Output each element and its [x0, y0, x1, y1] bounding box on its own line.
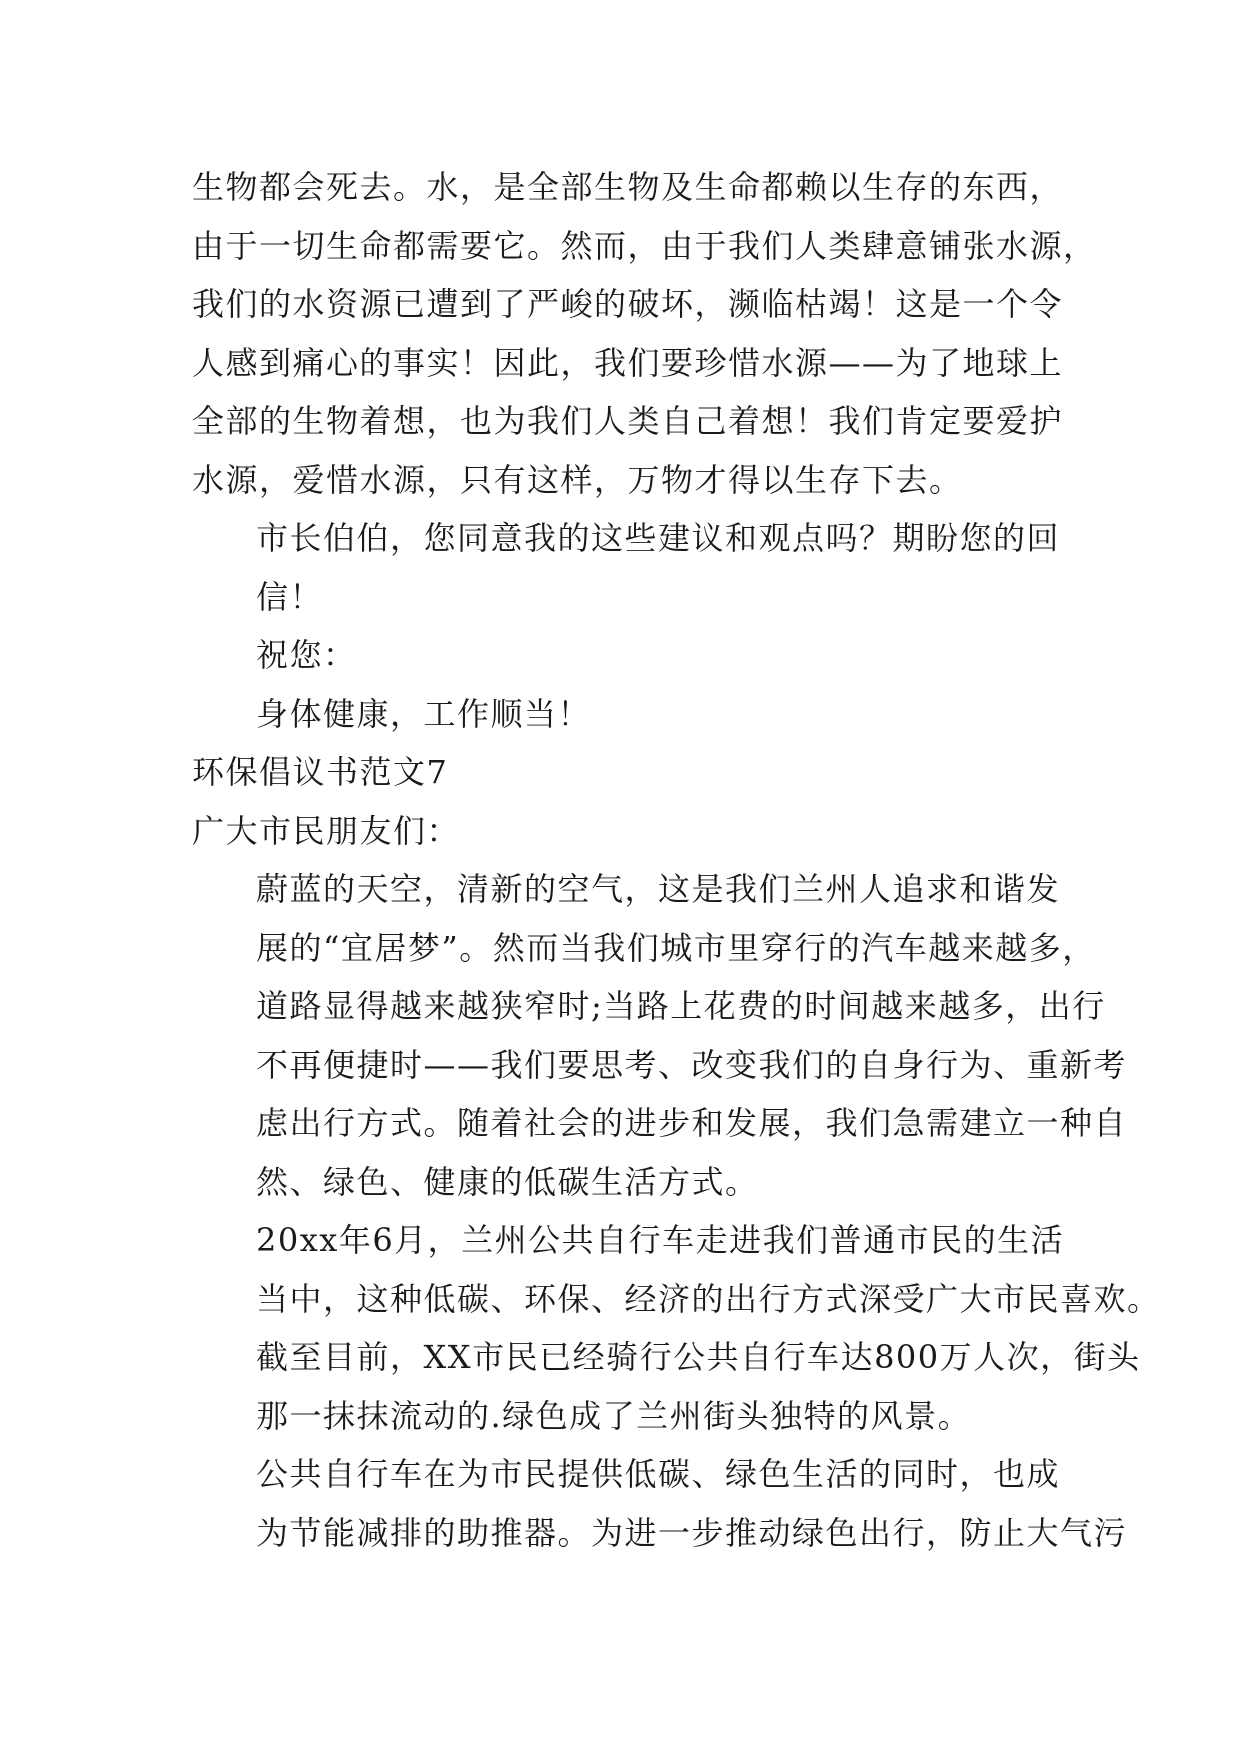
text-line: 然、绿色、健康的低碳生活方式。 — [256, 1162, 759, 1201]
paragraph — [192, 509, 1070, 626]
text-line: 祝您： — [256, 636, 357, 674]
text-line: 20xx年6月，兰州公共自行车走进我们普通市民的生活 — [256, 1221, 1065, 1259]
text-line: 为节能减排的助推器。为进一步推动绿色出行，防止大气污 — [256, 1513, 1128, 1552]
text-line: 市长伯伯，您同意我的这些建议和观点吗？期盼您的回 — [256, 519, 1061, 557]
text-line: 我们的水资源已遭到了严峻的破坏，濒临枯竭！这是一个令 — [192, 285, 1064, 323]
text-line: 虑出行方式。随着社会的进步和发展，我们急需建立一种自 — [256, 1104, 1128, 1142]
text-line: 那一抹抹流动的.绿色成了兰州街头独特的风景。 — [256, 1396, 972, 1435]
text-line: 身体健康，工作顺当！ — [256, 694, 592, 733]
text-line: 不再便捷时——我们要思考、改变我们的自身行为、重新考 — [256, 1045, 1128, 1084]
paragraph — [192, 743, 1070, 802]
text-line: 广大市民朋友们： — [192, 811, 461, 850]
paragraph — [192, 860, 1128, 1211]
paragraph — [192, 1445, 1128, 1562]
text-line: 蔚蓝的天空，清新的空气，这是我们兰州人追求和谐发 — [256, 870, 1061, 908]
paragraph — [192, 1211, 1161, 1445]
text-line: 当中，这种低碳、环保、经济的出行方式深受广大市民喜欢。 — [256, 1279, 1161, 1318]
text-line: 生物都会死去。水，是全部生物及生命都赖以生存的东西， — [192, 168, 1064, 206]
text-line: 道路显得越来越狭窄时;当路上花费的时间越来越多，出行 — [256, 987, 1106, 1025]
paragraph — [192, 685, 1070, 744]
text-line: 信！ — [256, 577, 324, 616]
text-line: 截至目前，XX市民已经骑行公共自行车达800万人次，街头 — [256, 1338, 1141, 1376]
text-line: 公共自行车在为市民提供低碳、绿色生活的同时，也成 — [256, 1455, 1061, 1493]
text-line: 全部的生物着想，也为我们人类自己着想！我们肯定要爱护 — [192, 402, 1064, 440]
document-body — [192, 158, 1161, 1562]
text-line: 水源，爱惜水源，只有这样，万物才得以生存下去。 — [192, 460, 963, 499]
text-line: 由于一切生命都需要它。然而，由于我们人类肆意铺张水源， — [192, 226, 1097, 265]
paragraph — [192, 802, 1070, 861]
text-line: 人感到痛心的事实！因此，我们要珍惜水源——为了地球上 — [192, 343, 1064, 382]
text-line: 展的“宜居梦”。然而当我们城市里穿行的汽车越来越多， — [256, 928, 1096, 967]
text-line: 环保倡议书范文7 — [192, 753, 449, 791]
paragraph — [192, 158, 1097, 509]
paragraph — [192, 626, 1070, 685]
